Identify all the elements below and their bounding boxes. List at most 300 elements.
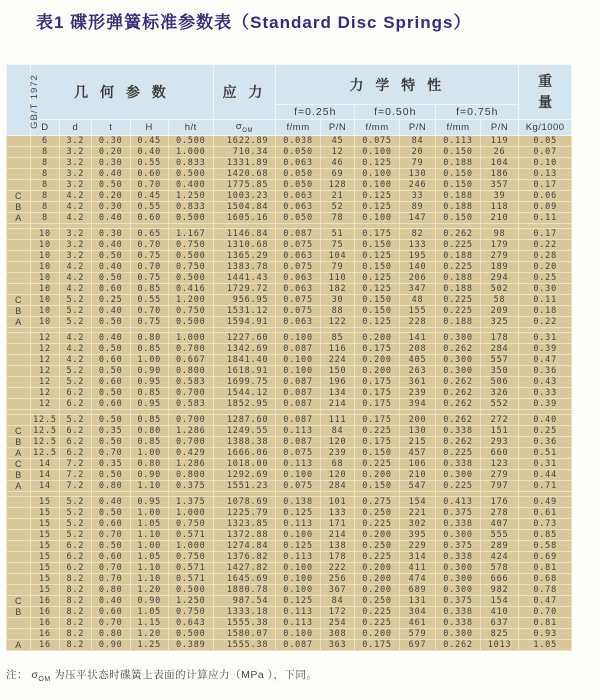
table-cell: 1.10 [130, 481, 168, 492]
table-cell: 8 [31, 169, 59, 180]
table-cell: 0.85 [519, 530, 572, 541]
table-row [7, 541, 572, 552]
table-cell: 45 [320, 136, 354, 147]
table-cell: 367 [320, 585, 354, 596]
table-cell: 0.70 [92, 563, 130, 574]
table-cell: 0.200 [355, 333, 400, 344]
table-cell: 0.075 [276, 240, 321, 251]
table-cell: 363 [320, 640, 354, 651]
table-cell: 3.2 [59, 251, 91, 262]
table-body [7, 136, 572, 651]
table-cell: 5.2 [59, 497, 91, 508]
table-cell: 178 [480, 333, 518, 344]
table-cell: 0.150 [436, 169, 481, 180]
table-cell: 176 [480, 497, 518, 508]
table-cell: 1.286 [168, 426, 213, 437]
table-cell: 12.5 [31, 426, 59, 437]
table-cell: 5.2 [59, 519, 91, 530]
table-cell: 3.2 [59, 147, 91, 158]
table-cell: 0.50 [92, 388, 130, 399]
row-class-label [7, 519, 31, 530]
table-cell: 0.833 [168, 202, 213, 213]
table-row [7, 563, 572, 574]
table-cell: 0.750 [168, 607, 213, 618]
table-cell: 12 [31, 344, 59, 355]
table-cell: 1775.85 [213, 180, 276, 191]
table-cell: 0.338 [436, 459, 481, 470]
table-cell: 6.2 [59, 541, 91, 552]
table-cell: 0.100 [276, 585, 321, 596]
table-cell: 0.583 [168, 377, 213, 388]
table-cell: 1.05 [130, 552, 168, 563]
table-row [7, 629, 572, 640]
table-cell: 0.125 [355, 317, 400, 328]
table-cell: 1441.43 [213, 273, 276, 284]
table-cell: 0.06 [519, 191, 572, 202]
table-cell: 0.95 [130, 497, 168, 508]
table-cell: 1249.55 [213, 426, 276, 437]
table-cell: 8.2 [59, 574, 91, 585]
table-cell: 12 [31, 399, 59, 410]
table-cell: 178 [320, 552, 354, 563]
table-cell: 302 [399, 519, 435, 530]
table-cell: 0.300 [436, 585, 481, 596]
table-cell: 0.50 [92, 437, 130, 448]
table-cell: 0.075 [276, 262, 321, 273]
table-cell: 0.55 [130, 295, 168, 306]
table-cell: 5.2 [59, 530, 91, 541]
table-cell: 154 [399, 497, 435, 508]
table-cell: 1225.79 [213, 508, 276, 519]
table-cell: 254 [320, 618, 354, 629]
table-cell: 1013 [480, 640, 518, 651]
table-cell: 0.50 [92, 273, 130, 284]
table-cell: 1.25 [130, 640, 168, 651]
table-cell: 0.700 [168, 415, 213, 426]
table-cell: 8 [31, 191, 59, 202]
table-cell: 119 [480, 136, 518, 147]
table-cell: 15 [31, 574, 59, 585]
table-cell: 15 [31, 541, 59, 552]
table-cell: 1427.82 [213, 563, 276, 574]
table-cell: 246 [399, 180, 435, 191]
table-cell: 0.70 [130, 240, 168, 251]
table-cell: 0.20 [519, 262, 572, 273]
table-cell: 0.200 [355, 574, 400, 585]
table-cell: 0.063 [276, 202, 321, 213]
table-cell: 0.58 [519, 541, 572, 552]
table-cell: 0.113 [276, 607, 321, 618]
col-header-f050-f: f/mm [355, 120, 400, 136]
table-cell: 0.70 [92, 618, 130, 629]
table-row [7, 147, 572, 158]
table-cell: 0.800 [168, 470, 213, 481]
table-cell: 200 [399, 415, 435, 426]
table-cell: 0.275 [355, 497, 400, 508]
table-cell: 578 [480, 563, 518, 574]
table-cell: 1.10 [130, 574, 168, 585]
table-cell: 68 [320, 459, 354, 470]
table-cell: 3.2 [59, 169, 91, 180]
table-cell: 410 [480, 607, 518, 618]
table-cell: 357 [480, 180, 518, 191]
table-cell: 4.2 [59, 262, 91, 273]
table-cell: 424 [480, 552, 518, 563]
table-cell: 79 [320, 262, 354, 273]
row-class-label [7, 574, 31, 585]
table-cell: 8 [31, 202, 59, 213]
table-cell: 10 [31, 295, 59, 306]
table-cell: 0.113 [276, 618, 321, 629]
table-cell: 0.571 [168, 530, 213, 541]
table-row [7, 497, 572, 508]
table-cell: 666 [480, 574, 518, 585]
table-cell: 0.125 [355, 191, 400, 202]
table-cell: 1331.89 [213, 158, 276, 169]
table-row [7, 377, 572, 388]
table-cell: 15 [31, 519, 59, 530]
row-class-label: B [7, 202, 31, 213]
col-header-weight-unit: Kg/1000 [519, 120, 572, 136]
table-cell: 1.000 [168, 541, 213, 552]
table-cell: 0.125 [355, 202, 400, 213]
row-class-label: A [7, 213, 31, 224]
table-cell: 14 [31, 459, 59, 470]
table-cell: 8.2 [59, 618, 91, 629]
table-cell: 0.262 [436, 344, 481, 355]
table-cell: 12 [31, 377, 59, 388]
table-cell: 0.225 [436, 481, 481, 492]
table-cell: 506 [480, 377, 518, 388]
table-cell: 4.2 [59, 344, 91, 355]
table-cell: 0.22 [519, 240, 572, 251]
table-cell: 0.25 [519, 273, 572, 284]
table-cell: 16 [31, 618, 59, 629]
table-cell: 16 [31, 640, 59, 651]
table-cell: 8.2 [59, 596, 91, 607]
table-cell: 1699.75 [213, 377, 276, 388]
table-cell: 0.60 [92, 519, 130, 530]
table-cell: 555 [480, 530, 518, 541]
table-cell: 101 [320, 497, 354, 508]
table-cell: 5.2 [59, 295, 91, 306]
table-cell: 1580.07 [213, 629, 276, 640]
table-cell: 0.200 [355, 355, 400, 366]
table-cell: 982 [480, 585, 518, 596]
table-cell: 0.262 [436, 399, 481, 410]
table-cell: 1729.72 [213, 284, 276, 295]
table-cell: 0.188 [436, 317, 481, 328]
row-class-label: A [7, 317, 31, 328]
table-cell: 12.5 [31, 415, 59, 426]
table-cell: 1531.12 [213, 306, 276, 317]
table-cell: 1852.95 [213, 399, 276, 410]
row-class-label: A [7, 481, 31, 492]
table-cell: 0.150 [355, 448, 400, 459]
table-cell: 239 [399, 388, 435, 399]
deflection-075-header: f=0.75h [436, 105, 519, 120]
table-cell: 0.49 [519, 497, 572, 508]
table-cell: 0.70 [92, 530, 130, 541]
table-cell: 6.2 [59, 399, 91, 410]
table-cell: 272 [480, 415, 518, 426]
row-class-label: B [7, 306, 31, 317]
table-cell: 0.500 [168, 169, 213, 180]
table-cell: 0.39 [519, 399, 572, 410]
table-cell: 7.2 [59, 459, 91, 470]
table-cell: 0.125 [355, 251, 400, 262]
row-class-label [7, 388, 31, 399]
table-cell: 229 [399, 541, 435, 552]
table-cell: 0.087 [276, 344, 321, 355]
table-cell: 151 [480, 426, 518, 437]
table-cell: 1342.69 [213, 344, 276, 355]
table-cell: 0.750 [168, 262, 213, 273]
table-cell: 0.138 [276, 497, 321, 508]
table-cell: 0.338 [436, 552, 481, 563]
table-cell: 84 [320, 596, 354, 607]
table-cell: 214 [320, 399, 354, 410]
table-cell: 0.225 [436, 240, 481, 251]
table-cell: 210 [480, 213, 518, 224]
table-cell: 0.70 [92, 574, 130, 585]
table-cell: 0.30 [92, 158, 130, 169]
table-cell: 8.2 [59, 629, 91, 640]
row-class-label: A [7, 448, 31, 459]
table-row [7, 448, 572, 459]
table-row [7, 508, 572, 519]
table-cell: 1.250 [168, 191, 213, 202]
table-cell: 5.2 [59, 508, 91, 519]
table-cell: 0.087 [276, 377, 321, 388]
table-row [7, 437, 572, 448]
table-cell: 0.250 [355, 541, 400, 552]
table-cell: 457 [399, 448, 435, 459]
table-cell: 133 [320, 508, 354, 519]
row-class-label: B [7, 437, 31, 448]
table-cell: 0.100 [276, 563, 321, 574]
table-cell: 987.54 [213, 596, 276, 607]
table-cell: 8.2 [59, 640, 91, 651]
table-cell: 0.175 [355, 344, 400, 355]
table-cell: 1841.40 [213, 355, 276, 366]
table-row [7, 399, 572, 410]
table-cell: 215 [399, 437, 435, 448]
table-cell: 10 [31, 306, 59, 317]
geometry-header: 几 何 参 数 [31, 65, 213, 120]
row-class-label [7, 158, 31, 169]
table-cell: 16 [31, 596, 59, 607]
row-class-label [7, 377, 31, 388]
table-cell: 1.000 [168, 147, 213, 158]
table-cell: 0.80 [130, 426, 168, 437]
table-cell: 8.2 [59, 585, 91, 596]
table-cell: 326 [480, 388, 518, 399]
table-cell: 1594.91 [213, 317, 276, 328]
weight-header: 重量 [519, 65, 572, 120]
table-cell: 141 [399, 333, 435, 344]
table-cell: 0.500 [168, 629, 213, 640]
row-class-label [7, 333, 31, 344]
table-cell: 1.05 [519, 640, 572, 651]
table-cell: 4.2 [59, 333, 91, 344]
table-cell: 3.2 [59, 158, 91, 169]
table-cell: 0.125 [276, 508, 321, 519]
table-cell: 0.087 [276, 399, 321, 410]
table-cell: 0.50 [92, 541, 130, 552]
table-cell: 1388.38 [213, 437, 276, 448]
row-class-label: B [7, 607, 31, 618]
col-header-f075-f: f/mm [436, 120, 481, 136]
table-cell: 228 [399, 317, 435, 328]
table-cell: 171 [320, 519, 354, 530]
table-cell: 637 [480, 618, 518, 629]
table-row [7, 180, 572, 191]
deflection-050-header: f=0.50h [355, 105, 436, 120]
table-cell: 1622.89 [213, 136, 276, 147]
table-cell: 308 [320, 629, 354, 640]
table-cell: 474 [399, 574, 435, 585]
table-cell: 1.00 [130, 508, 168, 519]
table-cell: 0.338 [436, 618, 481, 629]
table-cell: 52 [320, 202, 354, 213]
table-cell: 0.51 [519, 448, 572, 459]
table-cell: 239 [320, 448, 354, 459]
table-cell: 0.07 [519, 147, 572, 158]
row-class-label [7, 508, 31, 519]
table-cell: 0.125 [355, 158, 400, 169]
table-cell: 1.20 [130, 585, 168, 596]
table-cell: 1504.84 [213, 202, 276, 213]
table-cell: 120 [320, 470, 354, 481]
row-class-label [7, 251, 31, 262]
table-cell: 0.36 [519, 366, 572, 377]
table-cell: 0.075 [355, 136, 400, 147]
table-cell: 0.100 [276, 530, 321, 541]
table-cell: 0.150 [355, 295, 400, 306]
table-cell: 21 [320, 191, 354, 202]
table-cell: 0.75 [130, 251, 168, 262]
row-class-label: C [7, 295, 31, 306]
table-cell: 4.2 [59, 191, 91, 202]
col-header-sigma: $\sigma_{OM}$ [213, 120, 276, 136]
table-cell: 710.34 [213, 147, 276, 158]
table-cell: 0.90 [130, 366, 168, 377]
table-cell: 1383.78 [213, 262, 276, 273]
table-cell: 0.85 [130, 344, 168, 355]
table-cell: 10 [31, 251, 59, 262]
table-cell: 1.15 [130, 618, 168, 629]
table-cell: 0.70 [92, 448, 130, 459]
table-cell: 1.00 [130, 541, 168, 552]
table-cell: 0.17 [519, 229, 572, 240]
table-cell: 0.338 [436, 426, 481, 437]
table-cell: 0.71 [519, 481, 572, 492]
table-cell: 0.188 [436, 273, 481, 284]
table-cell: 46 [320, 158, 354, 169]
table-cell: 12.5 [31, 437, 59, 448]
table-cell: 0.31 [519, 333, 572, 344]
table-cell: 0.93 [519, 629, 572, 640]
table-cell: 1645.69 [213, 574, 276, 585]
table-cell: 210 [399, 470, 435, 481]
table-cell: 6.2 [59, 388, 91, 399]
table-cell: 350 [480, 366, 518, 377]
table-cell: 16 [31, 629, 59, 640]
table-cell: 12 [31, 388, 59, 399]
table-cell: 0.175 [355, 388, 400, 399]
table-cell: 150 [320, 366, 354, 377]
table-cell: 361 [399, 377, 435, 388]
table-cell: 0.50 [92, 470, 130, 481]
row-class-label [7, 530, 31, 541]
table-cell: 0.85 [130, 388, 168, 399]
table-cell: 110 [320, 273, 354, 284]
row-class-label [7, 273, 31, 284]
table-cell: 0.225 [355, 459, 400, 470]
table-row [7, 459, 572, 470]
row-class-label [7, 552, 31, 563]
table-cell: 0.063 [276, 191, 321, 202]
table-cell: 12 [31, 366, 59, 377]
table-cell: 0.80 [130, 459, 168, 470]
table-cell: 118 [480, 202, 518, 213]
table-cell: 0.300 [436, 366, 481, 377]
table-cell: 4.2 [59, 273, 91, 284]
table-cell: 130 [399, 169, 435, 180]
table-cell: 138 [320, 541, 354, 552]
table-cell: 106 [399, 459, 435, 470]
row-class-label [7, 229, 31, 240]
table-cell: 1551.23 [213, 481, 276, 492]
row-class-label [7, 618, 31, 629]
table-cell: 0.225 [355, 519, 400, 530]
table-row [7, 136, 572, 147]
table-row [7, 202, 572, 213]
table-cell: 15 [31, 508, 59, 519]
table-cell: 0.11 [519, 213, 572, 224]
table-cell: 0.50 [92, 251, 130, 262]
table-row [7, 317, 572, 328]
row-class-label [7, 284, 31, 295]
table-cell: 0.80 [130, 333, 168, 344]
table-cell: 314 [399, 552, 435, 563]
table-cell: 0.13 [519, 169, 572, 180]
table-cell: 0.47 [519, 355, 572, 366]
table-cell: 0.95 [130, 399, 168, 410]
table-cell: 3.2 [59, 180, 91, 191]
table-row [7, 607, 572, 618]
table-row [7, 273, 572, 284]
table-cell: 0.087 [276, 415, 321, 426]
table-cell: 289 [480, 541, 518, 552]
disc-springs-table [6, 64, 572, 651]
table-cell: 0.40 [130, 147, 168, 158]
table-cell: 1146.84 [213, 229, 276, 240]
table-cell: 0.33 [519, 388, 572, 399]
row-class-label: C [7, 191, 31, 202]
col-header-f025-f: f/mm [276, 120, 321, 136]
table-row [7, 251, 572, 262]
table-cell: 0.50 [92, 366, 130, 377]
table-cell: 0.075 [276, 448, 321, 459]
table-cell: 172 [320, 607, 354, 618]
table-cell: 1227.60 [213, 333, 276, 344]
table-cell: 1618.91 [213, 366, 276, 377]
table-row [7, 306, 572, 317]
table-cell: 0.35 [92, 459, 130, 470]
table-row [7, 552, 572, 563]
